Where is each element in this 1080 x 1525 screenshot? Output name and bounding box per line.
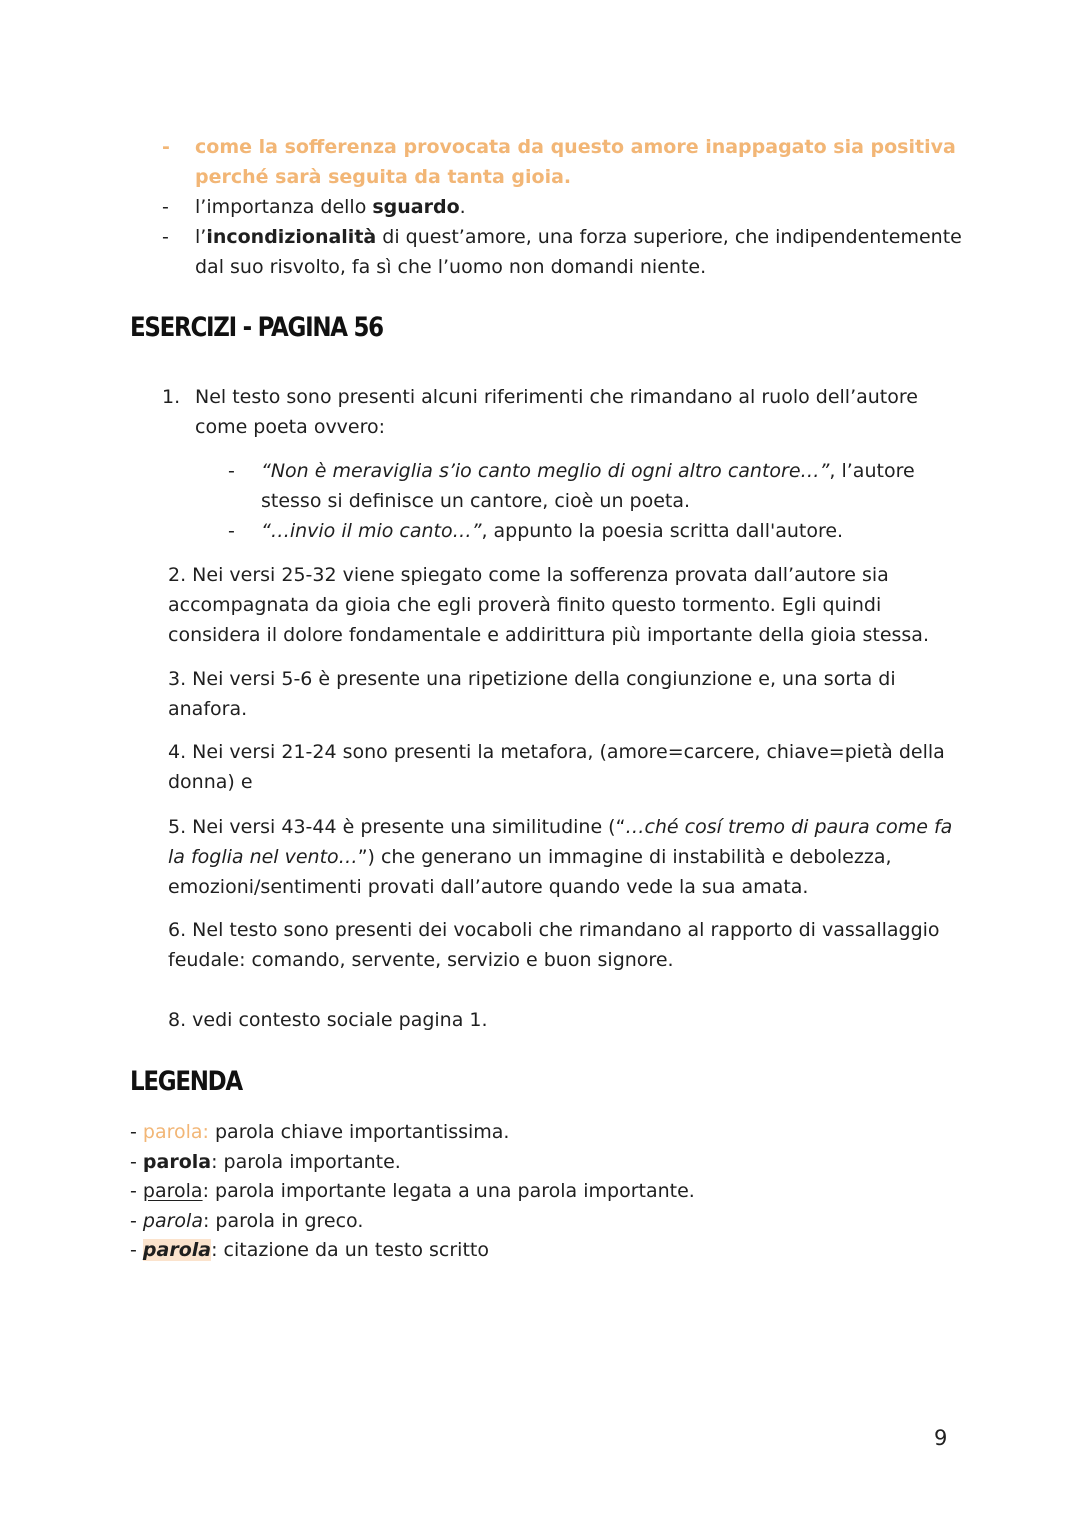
list-item-text [261,456,958,516]
list-item [228,456,958,516]
text-span: , l’autore stesso si definisce un cantore, cioè un poeta. [261,460,915,512]
quote-text: “Non è meraviglia s’io canto meglio di ogni altro cantore…” [261,460,830,482]
legend-dash: - [130,1209,143,1232]
legend-item [130,1148,930,1178]
list-item [162,132,962,192]
bullet-dash: - [162,196,169,218]
key-point-text: come la sofferenza provocata da questo amore inappagato sia positiva perché sarà seguita da tanta gioia. [195,136,956,188]
legend-sample-bold: parola [142,1150,212,1173]
page-number: 9 [934,1426,948,1450]
text-span: di quest’amore, una forza superiore, che indipendentemente dal suo risvolto, fa sì che l’uomo non domandi niente. [195,226,962,278]
bullet-dash: - [228,520,235,542]
bullet-dash: - [228,460,235,482]
exercise-3: 3. Nei versi 5-6 è presente una ripetizione della congiunzione e, una sorta di anafora. [168,668,896,720]
text-span: l’importanza dello [195,196,373,218]
exercise-5 [168,812,968,902]
legend-description: : parola importante legata a una parola importante. [202,1180,695,1203]
text-span: , appunto la poesia scritta dall'autore. [481,520,844,542]
bold-term: sguardo [372,196,460,218]
exercise-6: 6. Nel testo sono presenti dei vocaboli che rimandano al rapporto di vassallaggio feudale: comando, servente, servizio e buon signore. [168,919,940,971]
legend-sample-underline: parola [142,1180,203,1203]
list-item [228,516,958,546]
legend-description: : parola in greco. [202,1209,364,1232]
legend-description: : parola importante. [211,1150,401,1173]
top-bullet-list [162,132,962,282]
legend-dash: - [130,1150,143,1173]
legend-description: : citazione da un testo scritto [211,1239,489,1262]
legend-item [130,1118,930,1148]
text-span: ”) che generano un immagine di instabilità e debolezza, emozioni/sentimenti provati dall’autore quando vede la sua amata. [168,846,892,898]
legend-dash: - [130,1180,143,1203]
text-span: l’ [195,226,207,248]
legend-sample-highlight: parola [142,1239,212,1262]
exercise-2: 2. Nei versi 25-32 viene spiegato come la sofferenza provata dall’autore sia accompagnata da gioia che egli proverà finito questo tormento. Egli quindi considera il dolore fondamentale e addirittura più importante della gioia stessa. [168,564,929,646]
text-span: . [459,196,466,218]
legend-dash: - [130,1239,143,1262]
exercise-text: Nel testo sono presenti alcuni riferimenti che rimandano al ruolo dell’autore come poeta ovvero: [195,386,918,438]
legend-item [130,1177,930,1207]
legend-dash: - [130,1121,143,1143]
exercise-8: 8. vedi contesto sociale pagina 1. [168,1009,488,1031]
legend-description: parola chiave importantissima. [208,1121,510,1143]
legend-sample-accent: parola: [142,1121,209,1143]
exercises-heading: ESERCIZI - PAGINA 56 [130,312,383,343]
legend-item [130,1207,930,1237]
legend-sample-italic: parola [142,1209,203,1232]
list-item [162,222,962,282]
quote-text: …ché cosí tremo di paura come fa la foglia nel vento… [168,816,953,868]
bullet-dash: - [162,136,170,158]
legend-list [130,1118,930,1266]
exercise-1 [162,382,962,442]
list-item-text [195,222,962,282]
list-item [162,192,962,222]
exercise-1-sublist [228,456,958,546]
list-item-text [195,192,962,222]
quote-text: “…invio il mio canto…” [261,520,482,542]
text-span: 5. Nei versi 43-44 è presente una similitudine (“ [168,816,626,838]
bullet-dash: - [162,226,169,248]
bold-term: incondizionalità [206,226,377,248]
exercise-4: 4. Nei versi 21-24 sono presenti la metafora, (amore=carcere, chiave=pietà della donna) e [168,741,945,793]
legend-heading: LEGENDA [130,1066,242,1097]
exercise-number: 1. [162,386,181,408]
legend-item [130,1236,930,1266]
list-item-text [261,516,958,546]
